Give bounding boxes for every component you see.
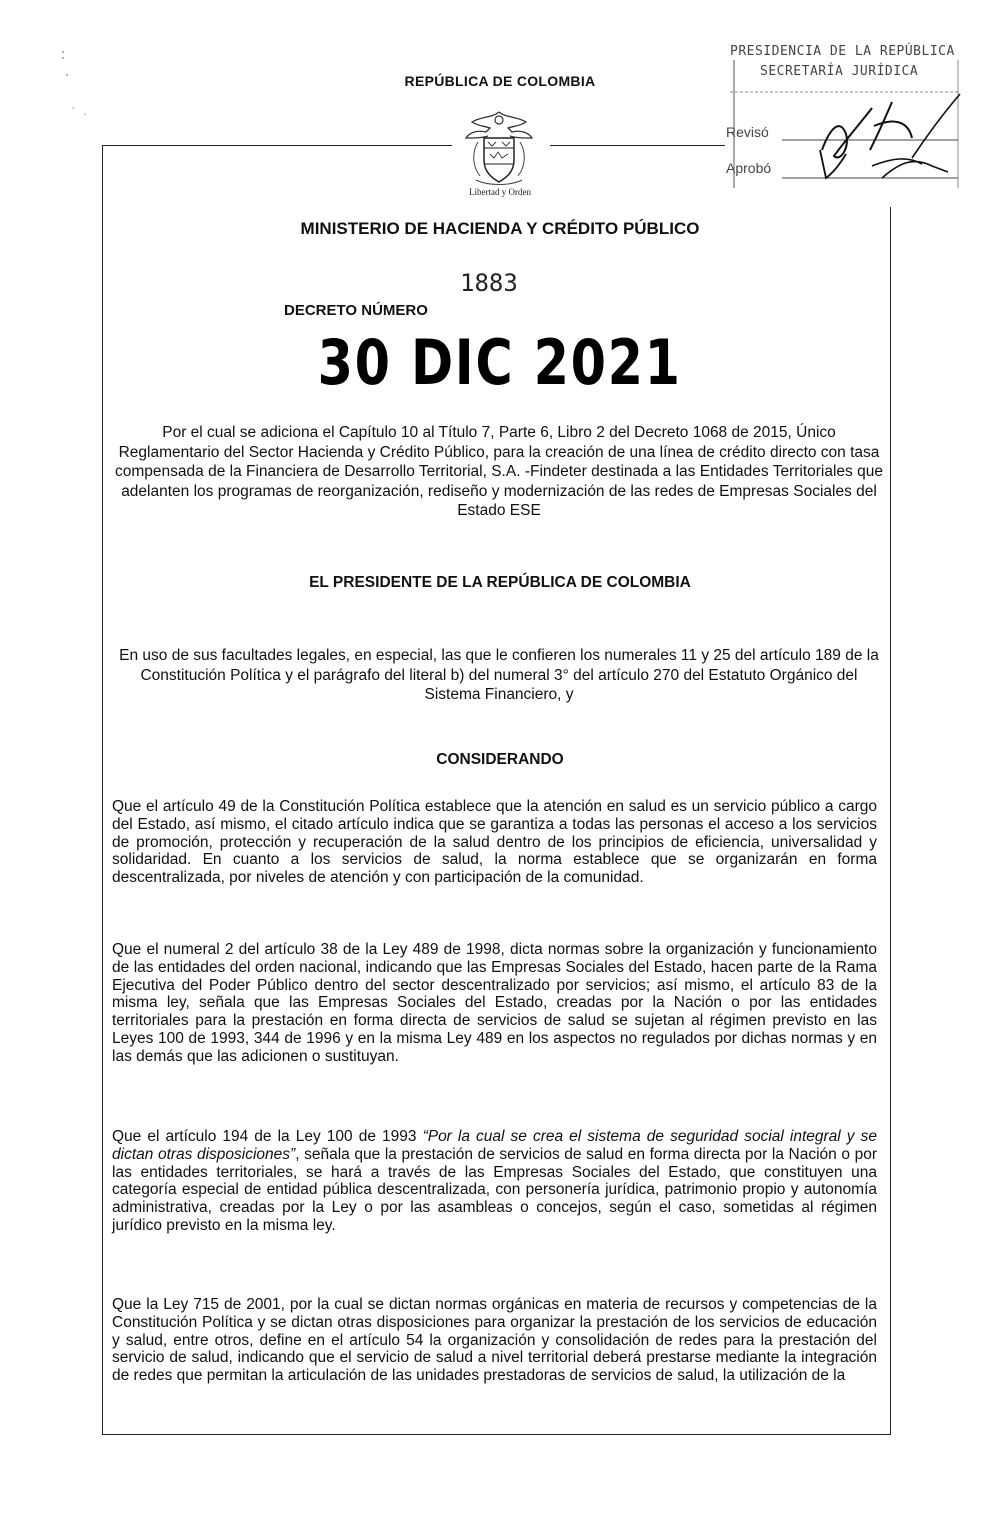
- coat-of-arms-icon: [464, 108, 534, 188]
- decree-date: 30 DIC 2021: [317, 326, 682, 399]
- stamp-revise-label: Revisó: [726, 124, 769, 140]
- frame-rule-right: [550, 145, 725, 146]
- considerando-paragraph-1: Que el artículo 49 de la Constitución Política establece que la atención en salud es un servicio público a cargo del Estado, así mismo, el citado artículo indica que se garantiza a todas las personas el acceso a los servicios de promoción, protección y recuperación de la salud dentro de los principios de eficiencia, universalidad y solidaridad. En cuanto a los servicios de salud, la norma establece que se organizarán en forma descentralizada, por niveles de atención y con participación de la comunidad.: [112, 798, 877, 887]
- stamp-line-secretariat: SECRETARÍA JURÍDICA: [760, 64, 919, 79]
- decree-number: 1883: [460, 269, 518, 297]
- considerando-paragraph-2: Que el numeral 2 del artículo 38 de la Ley 489 de 1998, dicta normas sobre la organización y funcionamiento de las entidades del orden nacional, indicando que las Empresas Sociales del Estado, hacen parte de la Rama Ejecutiva del Poder Público dentro del sector descentralizado por servicios; así mismo, el artículo 83 de la misma ley, señala que las Empresas Sociales del Estado, creadas por la Nación o por las entidades territoriales para la prestación en forma directa de servicios de salud se sujetan al régimen previsto en las Leyes 100 de 1993, 344 de 1996 y en la misma Ley 489 en los aspectos no regulados por dichas normas y en las demás que las adicionen o sustituyan.: [112, 941, 877, 1065]
- country-heading: REPÚBLICA DE COLOMBIA: [404, 73, 596, 89]
- frame-bottom-border: [102, 1434, 891, 1435]
- decree-summary: Por el cual se adiciona el Capítulo 10 al Título 7, Parte 6, Libro 2 del Decreto 1068 de 2015, Único Reglamentario del Sector Hacienda y Crédito Público, para la creación de una línea de crédito directo con tasa compensada de la Financiera de Desarrollo Territorial, S.A. -Findeter destinada a las Entidades Territoriales que adelanten los programas de reorganización, rediseño y modernización de las redes de Empresas Sociales del Estado ESE: [115, 424, 883, 519]
- considerando-paragraph-3: [112, 1128, 877, 1235]
- decree-number-label: DECRETO NÚMERO: [284, 302, 428, 319]
- legal-powers-statement: En uso de sus facultades legales, en especial, las que le confieren los numerales 11 y 25 del artículo 189 de la Constitución Política y el parágrafo del literal b) del numeral 3° del artículo 270 del Estatuto Orgánico del Sistema Financiero, y: [119, 647, 879, 703]
- ministry-heading: MINISTERIO DE HACIENDA Y CRÉDITO PÚBLICO: [300, 219, 700, 238]
- considerando-paragraph-4: Que la Ley 715 de 2001, por la cual se dictan normas orgánicas en materia de recursos y competencias de la Constitución Política y se dictan otras disposiciones para organizar la prestación de los servicios de educación y salud, entre otros, define en el artículo 54 la organización y consolidación de redes para la prestación del servicio de salud, indicando que el servicio de salud a nivel territorial deberá prestarse mediante la integración de redes que permitan la articulación de las unidades prestadoras de servicios de salud, la utilización de la: [112, 1296, 877, 1385]
- motto: Libertad y Orden: [469, 187, 531, 197]
- legal-secretariat-stamp: [722, 38, 962, 206]
- law-title-quote: “Por la cual se crea el sistema de seguridad social integral y se dictan otras disposiciones”: [112, 1128, 877, 1163]
- considerando-heading: CONSIDERANDO: [436, 751, 564, 768]
- stamp-line-presidency: PRESIDENCIA DE LA REPÚBLICA: [730, 44, 955, 59]
- stamp-signatures-icon: [722, 38, 962, 206]
- paragraph-3-end: , señala que la prestación de servicios de salud en forma directa por la Nación o por las entidades territoriales, se hará a través de las Empresas Sociales del Estado, que constituyen una categoría especial de entidad pública descentralizada, con personería jurídica, patrimonio propio y autonomía administrativa, creadas por la Ley o por las asambleas o concejos, según el caso, sometidas al régimen jurídico previsto en la misma ley.: [112, 1145, 877, 1234]
- paragraph-3-start: Que el artículo 194 de la Ley 100 de 1993: [112, 1128, 423, 1145]
- president-heading: EL PRESIDENTE DE LA REPÚBLICA DE COLOMBIA: [309, 574, 691, 591]
- frame-rule-left: [102, 145, 452, 146]
- stamp-aprobo-label: Aprobó: [726, 160, 772, 176]
